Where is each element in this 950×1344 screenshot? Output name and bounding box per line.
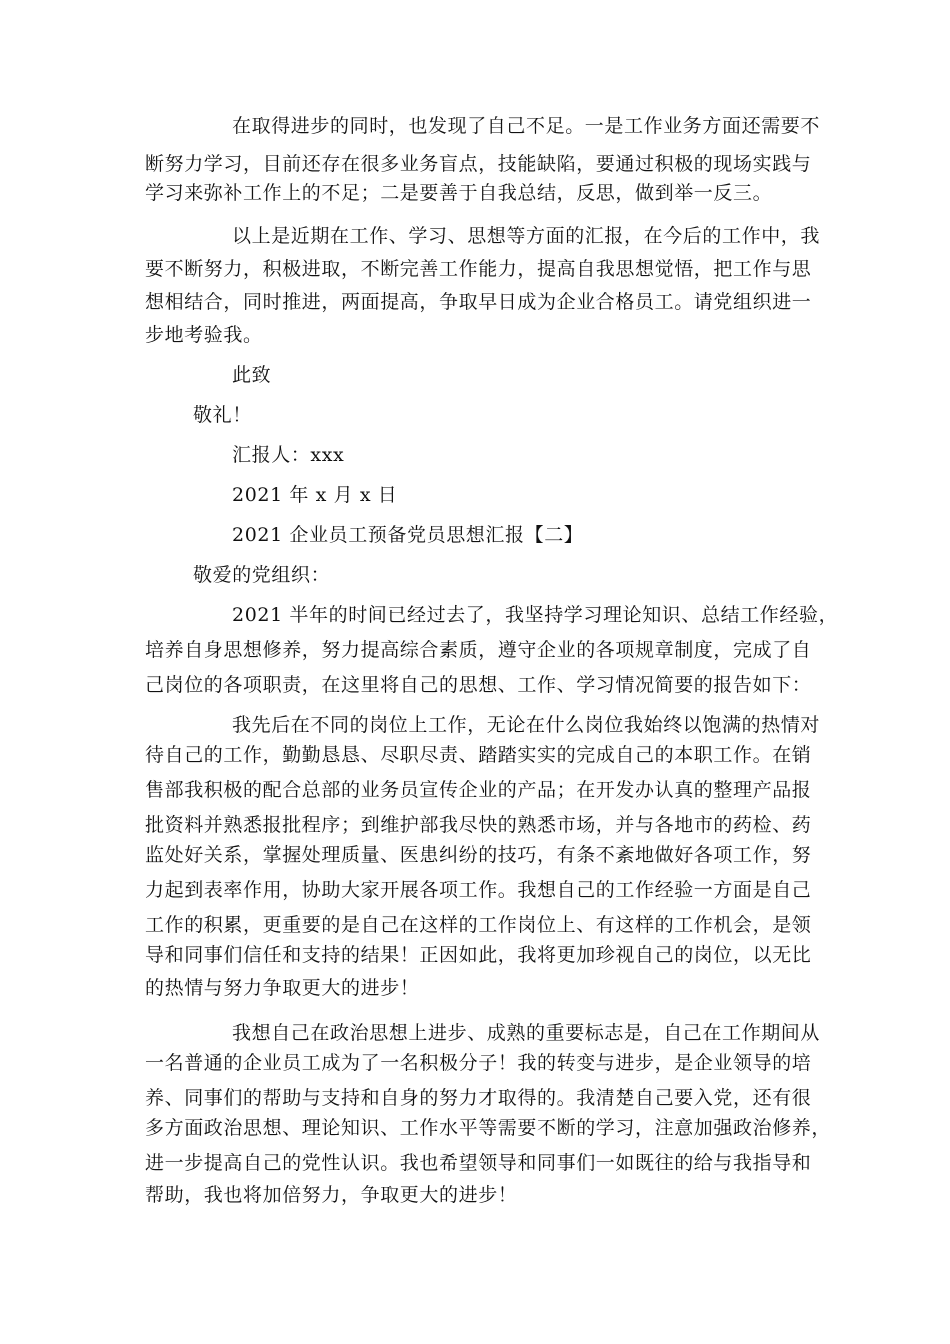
paragraph-4-line-5: 监处好关系，掌握处理质量、医患纠纷的技巧，有条不紊地做好各项工作，努 <box>145 844 812 866</box>
paragraph-2-line-1: 以上是近期在工作、学习、思想等方面的汇报，在今后的工作中，我 <box>232 225 821 247</box>
paragraph-4-line-7: 工作的积累，更重要的是自己在这样的工作岗位上、有这样的工作机会，是领 <box>145 914 812 936</box>
paragraph-5-line-3: 养、同事们的帮助与支持和自身的努力才取得的。我清楚自己要入党，还有很 <box>145 1087 812 1109</box>
paragraph-2-line-4: 步地考验我。 <box>145 324 263 346</box>
paragraph-4-line-1: 我先后在不同的岗位上工作，无论在什么岗位我始终以饱满的热情对 <box>232 714 821 736</box>
paragraph-5-line-4: 多方面政治思想、理论知识、工作水平等需要不断的学习，注意加强政治修养， <box>145 1117 832 1139</box>
paragraph-5-line-1: 我想自己在政治思想上进步、成熟的重要标志是，自己在工作期间从 <box>232 1022 821 1044</box>
section-title: 2021 企业员工预备党员思想汇报【二】 <box>232 524 584 546</box>
paragraph-2-line-2: 要不断努力，积极进取，不断完善工作能力，提高自我思想觉悟，把工作与思 <box>145 258 812 280</box>
greeting-line: 敬爱的党组织： <box>193 564 331 586</box>
paragraph-5-line-2: 一名普通的企业员工成为了一名积极分子！我的转变与进步，是企业领导的培 <box>145 1052 812 1074</box>
paragraph-1-line-2: 断努力学习，目前还存在很多业务盲点，技能缺陷，要通过积极的现场实践与 <box>145 153 812 175</box>
paragraph-4-line-2: 待自己的工作，勤勤恳恳、尽职尽责、踏踏实实的完成自己的本职工作。在销 <box>145 744 812 766</box>
paragraph-1-line-1: 在取得进步的同时，也发现了自己不足。一是工作业务方面还需要不 <box>232 115 821 137</box>
paragraph-4-line-6: 力起到表率作用，协助大家开展各项工作。我想自己的工作经验一方面是自己 <box>145 879 812 901</box>
paragraph-3-line-1: 2021 半年的时间已经过去了，我坚持学习理论知识、总结工作经验， <box>232 604 839 626</box>
closing-line: 此致 <box>232 364 272 386</box>
paragraph-4-line-9: 的热情与努力争取更大的进步！ <box>145 977 420 999</box>
salute-line: 敬礼！ <box>193 404 252 426</box>
paragraph-4-line-4: 批资料并熟悉报批程序；到维护部我尽快的熟悉市场，并与各地市的药检、药 <box>145 814 812 836</box>
paragraph-5-line-5: 进一步提高自己的党性认识。我也希望领导和同事们一如既往的给与我指导和 <box>145 1152 812 1174</box>
paragraph-4-line-3: 售部我积极的配合总部的业务员宣传企业的产品；在开发办认真的整理产品报 <box>145 779 812 801</box>
paragraph-2-line-3: 想相结合，同时推进，两面提高，争取早日成为企业合格员工。请党组织进一 <box>145 291 812 313</box>
paragraph-3-line-3: 己岗位的各项职责，在这里将自己的思想、工作、学习情况简要的报告如下： <box>145 674 812 696</box>
date-line: 2021 年 x 月 x 日 <box>232 484 398 506</box>
paragraph-1-line-3: 学习来弥补工作上的不足；二是要善于自我总结，反思，做到举一反三。 <box>145 182 773 204</box>
paragraph-4-line-8: 导和同事们信任和支持的结果！正因如此，我将更加珍视自己的岗位，以无比 <box>145 944 812 966</box>
paragraph-5-line-6: 帮助，我也将加倍努力，争取更大的进步！ <box>145 1184 518 1206</box>
paragraph-3-line-2: 培养自身思想修养，努力提高综合素质，遵守企业的各项规章制度，完成了自 <box>145 639 812 661</box>
reporter-line: 汇报人：xxx <box>232 444 345 466</box>
